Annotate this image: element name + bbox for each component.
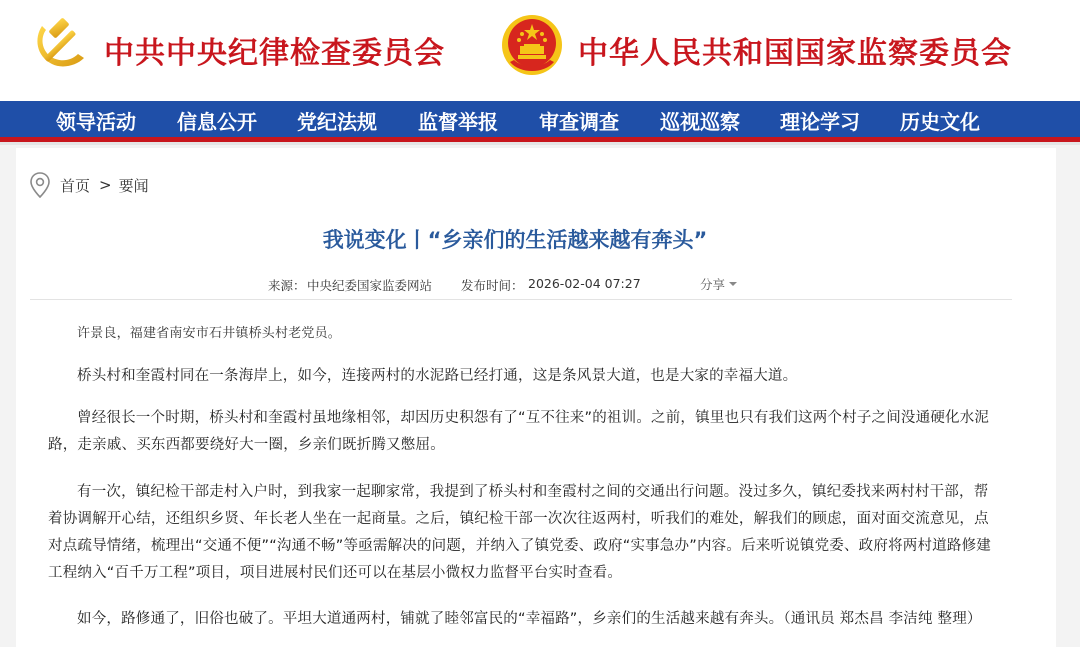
source-label: 来源： <box>268 278 306 293</box>
main-nav <box>0 101 1080 142</box>
nav-item-report[interactable]: 监督举报 <box>418 110 498 134</box>
publish-time-label: 发布时间： <box>461 278 524 293</box>
share-label: 分享 <box>700 277 726 292</box>
nav-item-info-disclosure[interactable]: 信息公开 <box>177 110 257 134</box>
article-paragraph: 曾经很长一个时期，桥头村和奎霞村虽地缘相邻，却因历史积怨有了“互不往来”的祖训。之前，镇里也只有我们这两个村子之间没通硬化水泥路，走亲戚、买东西都要绕好大一圈，乡亲们既折腾又憋屈。 <box>48 410 990 453</box>
article-paragraph: 如今，路修通了，旧俗也破了。平坦大道通两村，铺就了睦邻富民的“幸福路”，乡亲们的生活越来越有奔头。（通讯员 郑杰昌 李洁纯 整理） <box>77 611 982 627</box>
share-button[interactable] <box>700 275 737 293</box>
publish-time-value: 2026-02-04 07:27 <box>528 276 641 291</box>
national-supervisory-commission-title[interactable]: 中华人民共和国国家监察委员会 <box>578 36 1012 71</box>
chevron-down-icon <box>729 282 737 286</box>
cc-discipline-commission-title[interactable]: 中共中央纪律检查委员会 <box>104 36 445 71</box>
breadcrumb-current-link[interactable]: 要闻 <box>118 176 149 195</box>
location-pin-icon <box>30 172 50 198</box>
meta-divider <box>30 299 1012 300</box>
article-title: 我说变化丨“乡亲们的生活越来越有奔头” <box>322 228 708 252</box>
author-intro-paragraph: 许景良，福建省南安市石井镇桥头村老党员。 <box>77 326 342 341</box>
nav-item-investigation[interactable]: 审查调查 <box>539 110 619 134</box>
article-paragraph: 桥头村和奎霞村同在一条海岸上，如今，连接两村的水泥路已经打通，这是条风景大道，也是大家的幸福大道。 <box>77 368 798 384</box>
breadcrumb <box>30 172 149 198</box>
source-value: 中央纪委国家监委网站 <box>307 278 433 293</box>
national-emblem-icon <box>500 12 564 78</box>
article-paragraph: 有一次，镇纪检干部走村入户时，到我家一起聊家常，我提到了桥头村和奎霞村之间的交通出行问题。没过多久，镇纪委找来两村村干部，帮着协调解开心结，还组织乡贤、年长老人坐在一起商量。之后，镇纪检干部一次次往返两村，听我们的难处，解我们的顾虑，面对面交流意见，点对点疏导情绪，梳理出“交通不便”“沟通不畅”等亟需解决的问题，并纳入了镇党委、政府“实事急办”内容。后来听说镇党委、政府将两村道路修建工程纳入“百千万工程”项目，项目进展村民们还可以在基层小微权力监督平台实时查看。 <box>48 484 991 581</box>
nav-item-history[interactable]: 历史文化 <box>900 110 980 134</box>
scrollbar-track[interactable] <box>1058 145 1080 647</box>
party-emblem-icon <box>30 12 92 74</box>
nav-item-leadership[interactable]: 领导活动 <box>56 110 136 134</box>
breadcrumb-separator: > <box>99 176 112 194</box>
site-header <box>0 0 1080 101</box>
breadcrumb-home-link[interactable]: 首页 <box>60 176 91 195</box>
nav-item-regulations[interactable]: 党纪法规 <box>297 110 377 134</box>
nav-item-inspection[interactable]: 巡视巡察 <box>660 110 740 134</box>
nav-item-theory[interactable]: 理论学习 <box>780 110 860 134</box>
